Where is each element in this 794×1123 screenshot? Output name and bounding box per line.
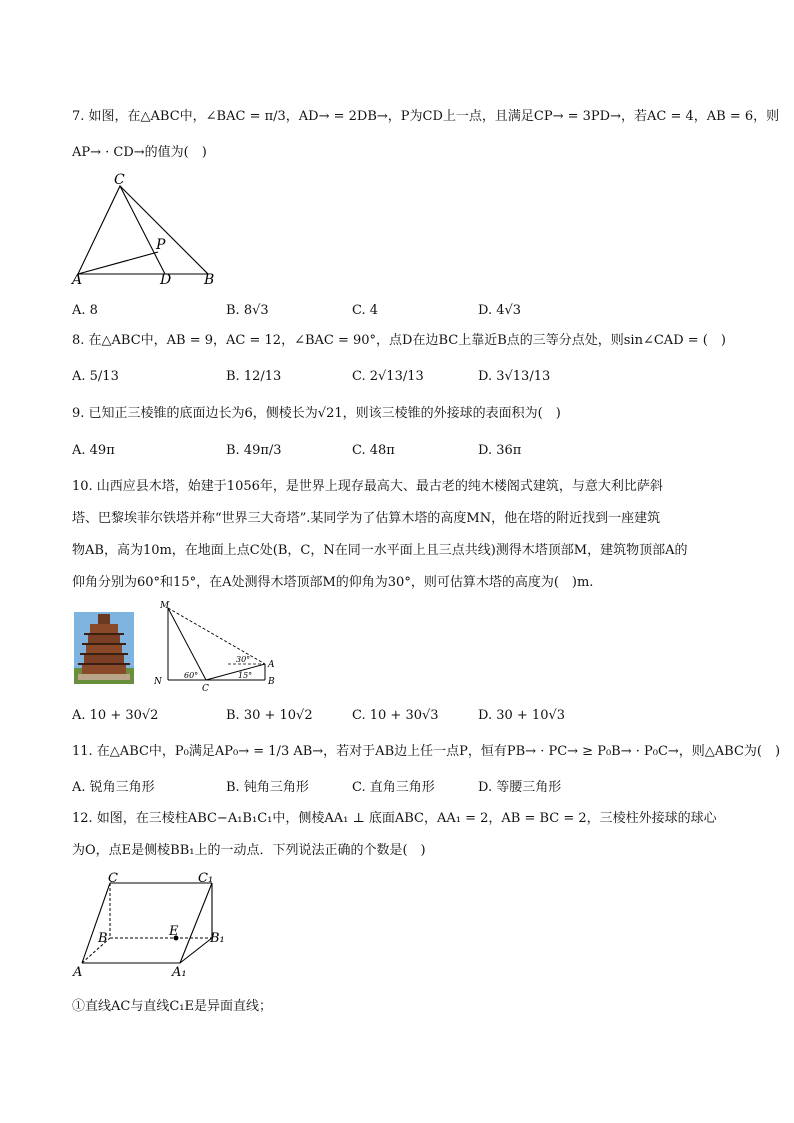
q11-option-a: A. 锐角三角形 [72,780,155,795]
q8-option-c: C. 2√13/13 [352,369,424,384]
q7-stem-line1: 7. 如图，在△ABC中，∠BAC = π/3，AD→ = 2DB→，P为CD上一点，且满足CP→ = 3PD→，若AC = 4，AB = 6，则 [72,109,780,124]
q12-label-B: B [98,931,108,946]
q10-angle-60: 60° [184,671,199,680]
q10-label-A: A [268,660,275,670]
q9-option-a: A. 49π [72,443,115,458]
q12-label-C: C [108,871,118,886]
q9-option-c: C. 48π [352,443,395,458]
q12-stem-line2: 为O，点E是侧棱BB₁上的一动点．下列说法正确的个数是( ) [72,843,426,858]
q7-label-A: A [72,272,83,288]
q11-option-d: D. 等腰三角形 [478,780,562,795]
q10-option-a: A. 10 + 30√2 [72,708,159,723]
q12-prism-figure [72,868,232,983]
q7-stem-line2: AP→ · CD→的值为( ) [72,145,207,160]
q7-triangle-figure [72,172,222,287]
q7-label-C: C [114,172,125,188]
q9-option-d: D. 36π [478,443,522,458]
q10-option-d: D. 30 + 10√3 [478,708,566,723]
q8-option-a: A. 5/13 [72,369,119,384]
q12-label-A: A [73,965,83,980]
q8-stem-line1: 8. 在△ABC中，AB = 9，AC = 12，∠BAC = 90°，点D在边BC上靠近B点的三等分点处，则sin∠CAD = ( ) [72,333,726,348]
q8-option-d: D. 3√13/13 [478,369,551,384]
q12-label-E: E [169,924,179,939]
q12-statement-1: ①直线AC与直线C₁E是异面直线； [72,999,272,1014]
q10-label-B: B [268,677,275,687]
pagoda-photo [74,612,134,684]
q12-label-A1: A₁ [172,965,187,980]
q10-label-N: N [154,677,162,687]
q11-stem-line1: 11. 在△ABC中，P₀满足AP₀→ = 1/3 AB→，若对于AB边上任一点P，恒有PB→ · PC→ ≥ P₀B→ · P₀C→，则△ABC为( ) [72,744,781,759]
q12-stem-line1: 12. 如图，在三棱柱ABC−A₁B₁C₁中，侧棱AA₁ ⊥ 底面ABC，AA₁ = 2，AB = BC = 2，三棱柱外接球的球心 [72,811,717,826]
q7-label-D: D [160,272,172,288]
q10-label-C: C [202,684,209,694]
q10-angle-15: 15° [238,671,253,680]
q10-tower-figure [150,600,280,695]
q10-label-M: M [160,601,170,611]
q10-stem-line3: 物AB，高为10m，在地面上点C处(B，C，N在同一水平面上且三点共线)测得木塔顶部M，建筑物顶部A的 [72,543,688,558]
q10-stem-line1: 10. 山西应县木塔，始建于1056年，是世界上现存最高大、最古老的纯木楼阁式建筑，与意大利比萨斜 [72,479,663,494]
q12-label-B1: B₁ [210,931,225,946]
q10-angle-30: 30° [236,655,251,664]
q8-option-b: B. 12/13 [226,369,282,384]
q9-stem-line1: 9. 已知正三棱锥的底面边长为6，侧棱长为√21，则该三棱锥的外接球的表面积为( ) [72,406,561,421]
q7-option-b: B. 8√3 [226,303,269,318]
q10-stem-line4: 仰角分别为60°和15°，在A处测得木塔顶部M的仰角为30°，则可估算木塔的高度为( )m. [72,575,594,590]
q7-label-P: P [156,237,166,253]
q7-option-a: A. 8 [72,303,98,318]
q12-label-C1: C₁ [198,871,214,886]
q9-option-b: B. 49π/3 [226,443,282,458]
q11-option-c: C. 直角三角形 [352,780,435,795]
q10-option-c: C. 10 + 30√3 [352,708,439,723]
q7-option-c: C. 4 [352,303,379,318]
q10-option-b: B. 30 + 10√2 [226,708,313,723]
q7-option-d: D. 4√3 [478,303,522,318]
q11-option-b: B. 钝角三角形 [226,780,309,795]
q10-stem-line2: 塔、巴黎埃菲尔铁塔并称“世界三大奇塔”.某同学为了估算木塔的高度MN，他在塔的附近找到一座建筑 [72,511,661,526]
q7-label-B: B [204,272,215,288]
